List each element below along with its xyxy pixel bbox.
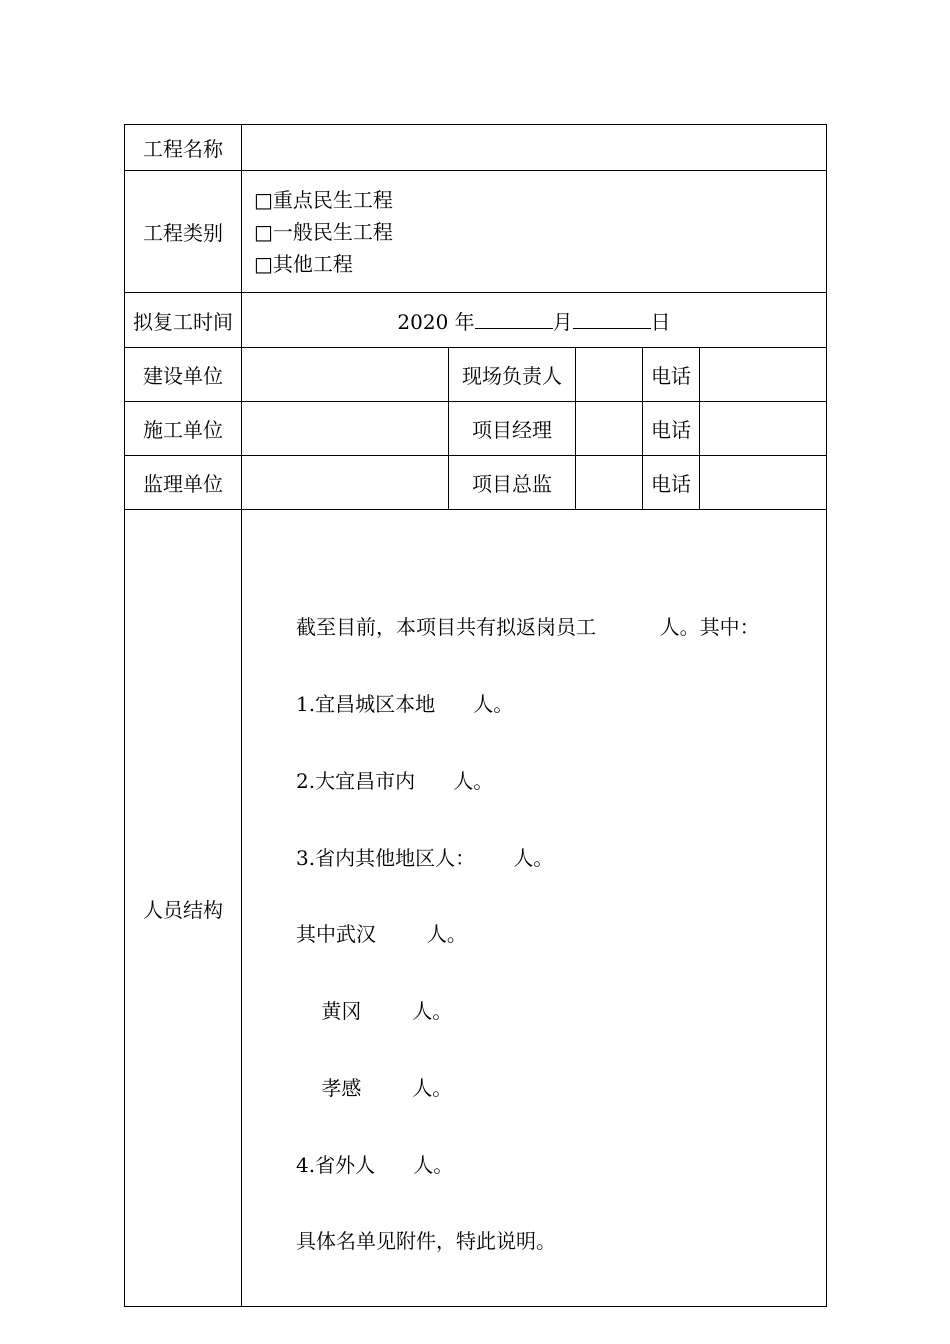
category-option-general-livelihood[interactable]: □一般民生工程 [254, 219, 393, 244]
staff-structure-text [242, 510, 826, 1306]
construction-unit-field[interactable] [242, 348, 449, 402]
phone-label: 电话 [643, 348, 700, 402]
date-day: 日 [650, 309, 671, 334]
site-manager-label: 现场负责人 [449, 348, 576, 402]
staff-structure-content [242, 510, 827, 1307]
phone-label: 电话 [643, 402, 700, 456]
staff-line: 3.省内其他地区人： 人。 [296, 845, 554, 870]
staff-line: 黄冈 人。 [296, 999, 453, 1024]
project-name-label: 工程名称 [125, 125, 242, 171]
staff-line: 截至目前，本项目共有拟返岗员工 人。其中： [296, 615, 760, 640]
date-month: 月 [552, 309, 573, 334]
contractor-unit-field[interactable] [242, 402, 449, 456]
project-name-field[interactable] [242, 125, 827, 171]
project-category-options [242, 171, 827, 293]
date-month-blank[interactable] [475, 308, 553, 329]
project-manager-label: 项目经理 [449, 402, 576, 456]
chief-supervisor-field[interactable] [576, 456, 643, 510]
chief-supervisor-label: 项目总监 [449, 456, 576, 510]
project-category-label: 工程类别 [125, 171, 242, 293]
site-manager-field[interactable] [576, 348, 643, 402]
supervision-unit-label: 监理单位 [125, 456, 242, 510]
reopening-form-table [124, 124, 827, 1307]
staff-structure-label: 人员结构 [125, 510, 242, 1307]
date-year: 2020 年 [397, 309, 475, 334]
phone-field[interactable] [700, 402, 827, 456]
phone-field[interactable] [700, 348, 827, 402]
staff-line: 孝感 人。 [296, 1075, 453, 1100]
category-option-other[interactable]: □其他工程 [254, 251, 353, 276]
staff-line: 2.大宜昌市内 人。 [296, 768, 494, 793]
supervision-unit-field[interactable] [242, 456, 449, 510]
construction-unit-label: 建设单位 [125, 348, 242, 402]
phone-label: 电话 [643, 456, 700, 510]
contractor-unit-label: 施工单位 [125, 402, 242, 456]
staff-line: 其中武汉 人。 [296, 922, 467, 947]
project-manager-field[interactable] [576, 402, 643, 456]
resume-time-label: 拟复工时间 [125, 293, 242, 348]
staff-line: 1.宜昌城区本地 人。 [296, 691, 514, 716]
date-day-blank[interactable] [573, 308, 651, 329]
phone-field[interactable] [700, 456, 827, 510]
resume-date [242, 293, 827, 348]
staff-line: 具体名单见附件，特此说明。 [296, 1229, 556, 1254]
staff-line: 4.省外人 人。 [296, 1152, 454, 1177]
category-option-key-livelihood[interactable]: □重点民生工程 [254, 187, 393, 212]
